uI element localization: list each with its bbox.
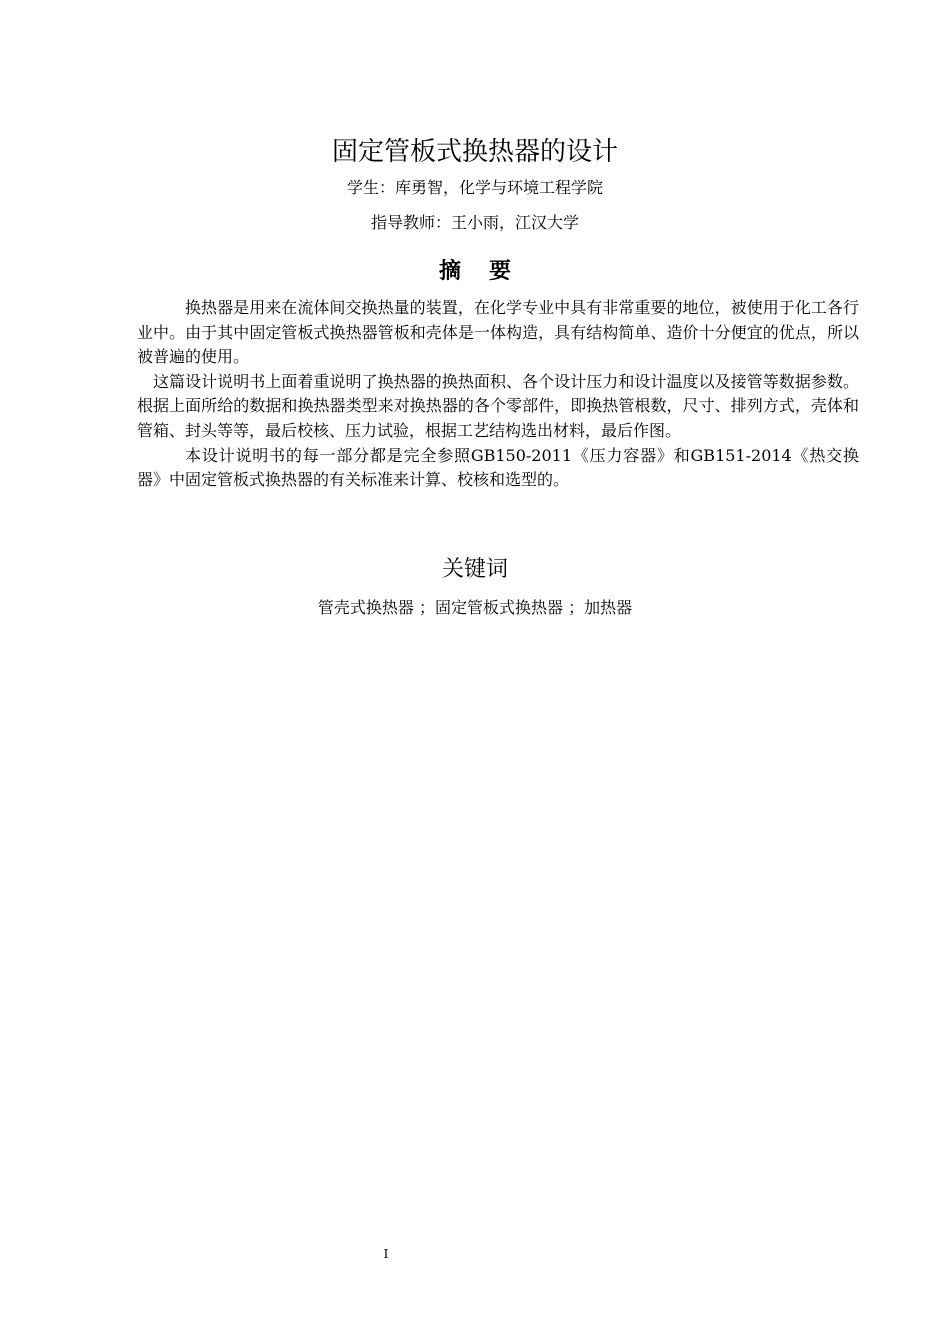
author-line: 学生：库勇智，化学与环境工程学院 <box>346 178 603 197</box>
abstract-paragraph: 换热器是用来在流体间交换热量的装置，在化学专业中具有非常重要的地位，被使用于化工各行业中。由于其中固定管板式换热器管板和壳体是一体构造，具有结构简单、造价十分便宜的优点，所以被普遍的使用。 <box>137 298 859 367</box>
advisor-line: 指导教师：王小雨，江汉大学 <box>370 213 579 232</box>
abstract-heading <box>0 256 950 288</box>
document-title: 固定管板式换热器的设计 <box>331 137 618 167</box>
abstract-heading-char-1: 摘 <box>438 259 461 284</box>
abstract-body <box>137 296 859 493</box>
keywords-heading: 关键词 <box>441 557 508 582</box>
abstract-heading-char-2: 要 <box>489 259 512 284</box>
abstract-paragraph: 这篇设计说明书上面着重说明了换热器的换热面积、各个设计压力和设计温度以及接管等数据参数。根据上面所给的数据和换热器类型来对换热器的各个零部件，即换热管根数，尺寸、排列方式，壳体和管箱、封头等等，最后校核、压力试验，根据工艺结构选出材料，最后作图。 <box>137 371 859 440</box>
keywords-line: 管壳式换热器 ；固定管板式换热器 ；加热器 <box>317 598 633 617</box>
abstract-paragraph: 本设计说明书的每一部分都是完全参照GB150-2011《压力容器》和GB151-2014《热交换器》中固定管板式换热器的有关标准来计算、校核和选型的。 <box>137 445 859 490</box>
page-number: I <box>383 1247 389 1261</box>
